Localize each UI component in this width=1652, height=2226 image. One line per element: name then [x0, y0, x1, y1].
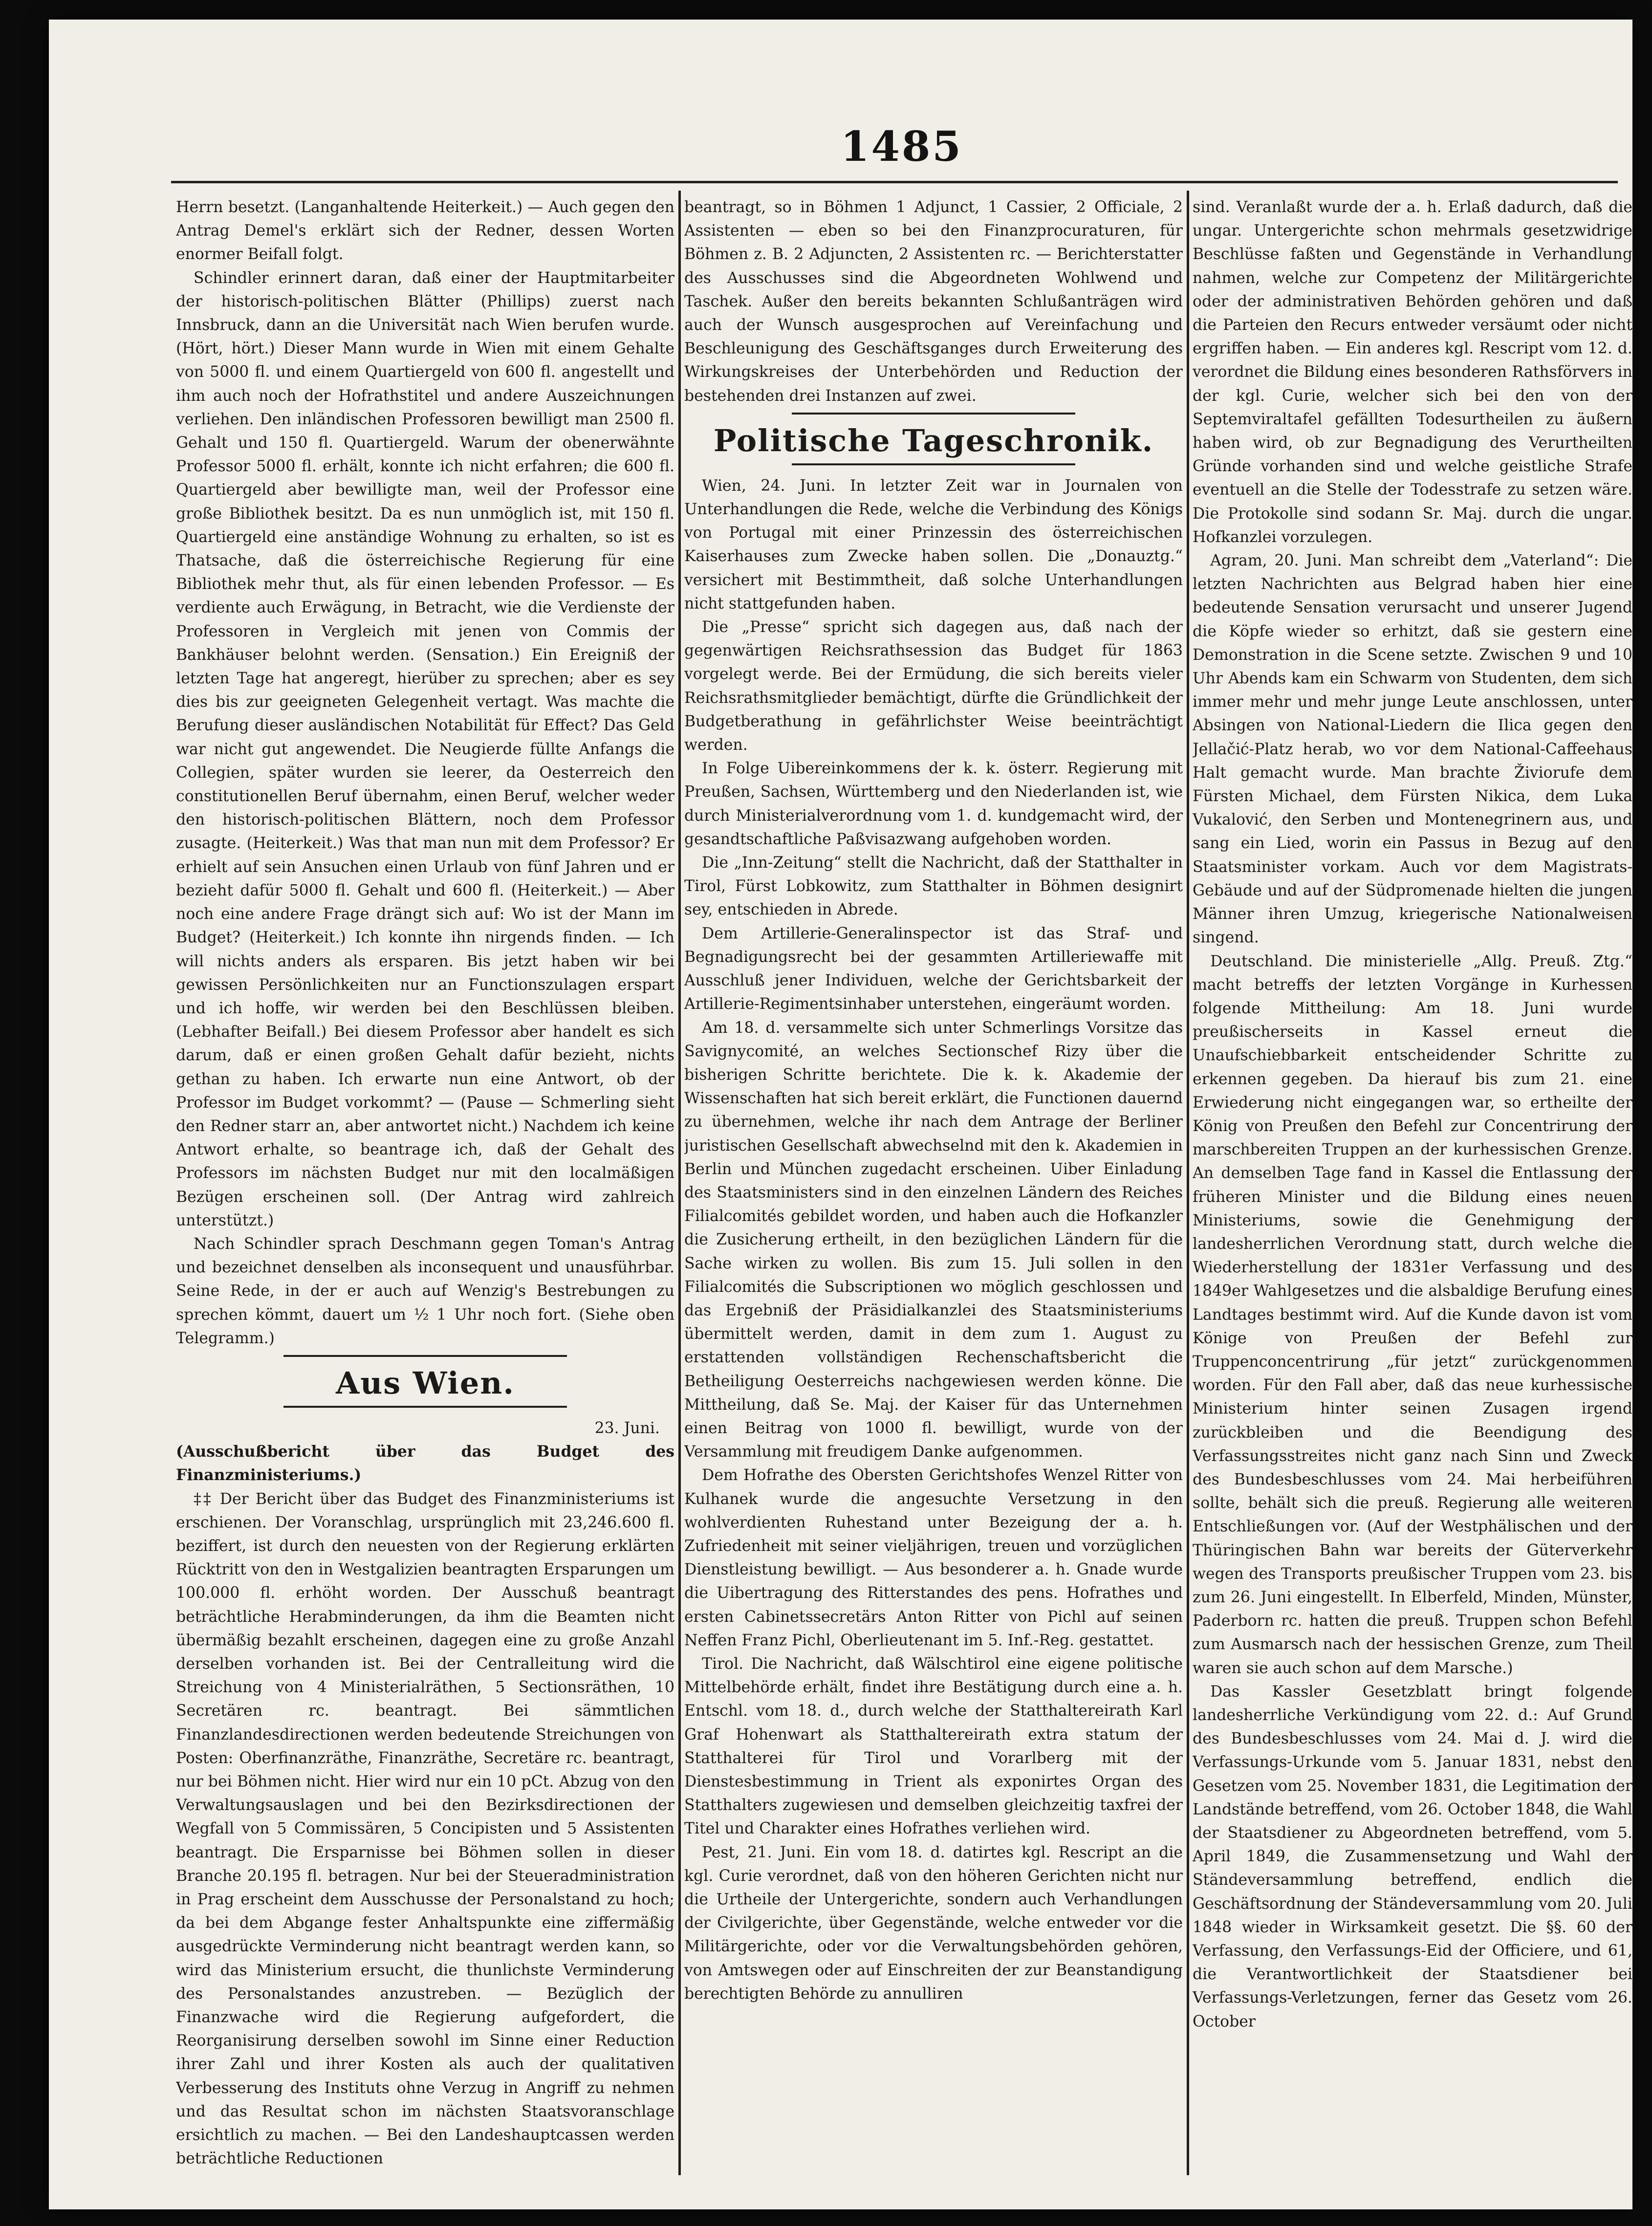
article-paragraph: Herrn besetzt. (Langanhaltende Heiterkeit.) — Auch gegen den Antrag Demel's erklärt sich der Redner, dessen Worten enormer Beifall folgt. [176, 198, 674, 263]
article-subheading: (Ausschußbericht über das Budget des Finanzministeriums.) [176, 1442, 674, 1484]
article-paragraph: Schindler erinnert daran, daß einer der Hauptmitarbeiter der historisch-politischen Blätter (Phillips) zuerst nach Innsbruck, dann an die Universität nach Wien berufen wurde. (Hört, hört.) Dieser Mann wurde in Wien mit einem Gehalte von 5000 fl. und einem Quartiergeld von 600 fl. angestellt und ihm auch noch der Hofrathstitel und andere Auszeichnungen verliehen. Den inländischen Professoren bewilligt man 2500 fl. Gehalt und 150 fl. Quartiergeld. Warum der obenerwähnte Professor 5000 fl. erhält, konnte ich nicht erfahren; die 600 fl. Quartiergeld aber bewilligte man, weil der Professor eine große Bibliothek besitzt. Da es nun unmöglich ist, mit 150 fl. Quartiergeld eine anständige Wohnung zu erhalten, so ist es Thatsache, daß die österreichische Regierung für eine Bibliothek mehr thut, als für einen lebenden Professor. — Es verdiente auch Erwägung, in Betracht, wie die Verdienste der Professoren in Vergleich mit jenen von Commis der Bankhäuser belohnt werden. (Sensation.) Ein Ereigniß der letzten Tage hat angeregt, hierüber zu sprechen; aber es sey dies bis zur geeigneten Gelegenheit vertagt. Was machte die Berufung dieser ausländischen Notabilität für Effect? Das Geld war nicht gut angewendet. Die Neugierde füllte Anfangs die Collegien, später wurden sie leerer, da Oesterreich den constitutionellen Beruf übernahm, einen Beruf, welcher weder den historisch-politischen Blättern, noch dem Professor zusagte. (Heiterkeit.) Was that man nun mit dem Professor? Er erhielt auf sein Ansuchen einen Urlaub von fünf Jahren und er bezieht dafür 5000 fl. Gehalt und 600 fl. (Heiterkeit.) — Aber noch eine andere Frage drängt sich auf: Wo ist der Mann im Budget? (Heiterkeit.) Ich konnte ihn nirgends finden. — Ich will nichts anders als ersparen. Bis jetzt haben wir bei gewissen Persönlichkeiten nur an Functionszulagen erspart und ich hoffe, wir werden bei den Beschlüssen bleiben. (Lebhafter Beifall.) Bei diesem Professor aber handelt es sich darum, daß er einen großen Gehalt dafür bezieht, nichts gethan zu haben. Ich erwarte nun eine Antwort, ob der Professor im Budget vorkommt? — (Pause — Schmerling sieht den Redner starr an, aber antwortet nicht.) Nachdem ich keine Antwort erhalte, so beantrage ich, daß der Gehalt des Professors im nächsten Budget nur mit den localmäßigen Bezügen erscheinen soll. (Der Antrag wird zahlreich unterstützt.) [176, 269, 674, 1229]
column-3 [1193, 196, 1632, 2170]
section-rule [283, 1355, 567, 1357]
article-paragraph: sind. Veranlaßt wurde der a. h. Erlaß dadurch, daß die ungar. Untergerichte schon mehrmals gesetzwidrige Beschlüsse faßten und Gegenstände in Verhandlung nahmen, welche zur Competenz der Militärgerichte oder der administrativen Behörden gehören und daß die Parteien den Recurs entweder versäumt oder nicht ergriffen haben. — Ein anderes kgl. Rescript vom 12. d. verordnet die Bildung eines besonderen Rathsförvers in der kgl. Curie, welcher sich bei den von der Septemviraltafel gefällten Todesurtheilen zu äußern haben wird, ob zur Begnadigung des Verurtheilten Gründe vorhanden sind und welche geistliche Strafe eventuell an die Stelle der Todesstrafe zu setzen wäre. Die Protokolle sind sodann Sr. Maj. durch die ungar. Hofkanzlei vorzulegen. [1193, 198, 1632, 546]
article-paragraph: beantragt, so in Böhmen 1 Adjunct, 1 Cassier, 2 Officiale, 2 Assistenten — eben so bei den Finanzprocuraturen, für Böhmen z. B. 2 Adjuncten, 2 Assistenten rc. — Berichterstatter des Ausschusses sind die Abgeordneten Wohlwend und Taschek. Außer den bereits bekannten Schlußanträgen wird auch der Wunsch ausgesprochen auf Vereinfachung und Beschleunigung des Geschäftsganges durch Erweiterung des Wirkungskreises der Unterbehörden und Reduction der bestehenden drei Instanzen auf zwei. [684, 198, 1183, 405]
article-paragraph: Wien, 24. Juni. In letzter Zeit war in Journalen von Unterhandlungen die Rede, welche die Verbindung des Königs von Portugal mit einer Prinzessin des österreichischen Kaiserhauses zum Zwecke haben sollen. Die „Donauztg.“ versichert mit Bestimmtheit, daß solche Unterhandlungen nicht stattgefunden haben. [684, 477, 1183, 612]
dateline: 23. Juni. [594, 1419, 660, 1437]
column-1 [176, 196, 674, 2170]
article-paragraph: Tirol. Die Nachricht, daß Wälschtirol eine eigene politische Mittelbehörde erhält, findet ihre Bestätigung durch eine a. h. Entschl. vom 18. d., durch welche der Statthaltereirath Karl Graf Hohenwart als Statthaltereirath extra statum der Statthalterei für Tirol und Vorarlberg mit der Dienstesbestimmung in Trient als exponirtes Organ des Statthalters zugewiesen und demselben gleichzeitig taxfrei der Titel und Charakter eines Hofrathes verliehen wird. [684, 1655, 1183, 1838]
page-number: 1485 [841, 122, 963, 171]
section-rule [792, 463, 1075, 465]
article-paragraph: Die „Presse“ spricht sich dagegen aus, daß nach der gegenwärtigen Reichsrathsession das Budget für 1863 vorgelegt werde. Bei der Ermüdung, die sich bereits vieler Reichsrathsmitglieder bemächtigt, dürfte die Gründlichkeit der Budgetberathung in gefährlichster Weise beeinträchtigt werden. [684, 618, 1183, 754]
article-paragraph: Das Kassler Gesetzblatt bringt folgende landesherrliche Verkündigung vom 22. d.: Auf Grund des Bundesbeschlusses vom 24. Mai d. J. wird die Verfassungs-Urkunde vom 5. Januar 1831, nebst den Gesetzen vom 25. November 1831, die Legitimation der Landstände betreffend, vom 26. October 1848, die Wahl der Staatsdiener zu Abgeordneten betreffend, vom 5. April 1849, die Zusammensetzung und Wahl der Ständeversammlung betreffend, endlich die Geschäftsordnung der Ständeversammlung vom 20. Juli 1848 wieder in Wirksamkeit gesetzt. Die §§. 60 der Verfassung, den Verfassungs-Eid der Officiere, und 61, die Verantwortlichkeit der Staatsdiener bei Verfassungs-Verletzungen, ferner das Gesetz vom 26. October [1193, 1682, 1632, 2030]
article-paragraph: Agram, 20. Juni. Man schreibt dem „Vaterland“: Die letzten Nachrichten aus Belgrad haben hier eine bedeutende Sensation verursacht und unserer Jugend die Köpfe wieder so erhitzt, daß sie gestern eine Demonstration in die Scene setzte. Zwischen 9 und 10 Uhr Abends kam ein Schwarm von Studenten, dem sich immer mehr und mehr junge Leute anschlossen, unter Absingen von National-Liedern die Ilica gegen den Jellačić-Platz herab, wo vor dem National-Caffeehaus Halt gemacht wurde. Man brachte Živiorufe dem Fürsten Michael, dem Fürsten Nikica, dem Luka Vukalović, den Serben und Montenegrinern aus, und sang ein Lied, worin ein Passus in Bezug auf den Staatsminister vorkam. Auch vor dem Magistrats-Gebäude und auf der Südpromenade hielten die jungen Männer ihren Umzug, kriegerische Nationalweisen singend. [1193, 552, 1632, 947]
section-heading-aus-wien: Aus Wien. [336, 1365, 515, 1401]
article-paragraph: Nach Schindler sprach Deschmann gegen Toman's Antrag und bezeichnet denselben als inconsequent und unausführbar. Seine Rede, in der er auch auf Wenzig's Bestrebungen zu sprechen kömmt, dauert um ½ 1 Uhr noch fort. (Siehe oben Telegramm.) [176, 1235, 674, 1347]
article-paragraph: Dem Artillerie-Generalinspector ist das Straf- und Begnadigungsrecht bei der gesammten Artilleriewaffe mit Ausschluß jener Individuen, welche der Gerichtsbarkeit der Artillerie-Regimentsinhaber unterstehen, eingeräumt worden. [684, 924, 1183, 1013]
article-paragraph: Dem Hofrathe des Obersten Gerichtshofes Wenzel Ritter von Kulhanek wurde die angesuchte Versetzung in den wohlverdienten Ruhestand unter Bezeigung der a. h. Zufriedenheit mit seiner vieljährigen, treuen und vorzüglichen Dienstleistung bewilligt. — Aus besonderer a. h. Gnade wurde die Uibertragung des Ritterstandes des pens. Hofrathes und ersten Cabinetssecretärs Anton Ritter von Pichl auf seinen Neffen Franz Pichl, Oberlieutenant im 5. Inf.-Reg. gestattet. [684, 1466, 1183, 1649]
article-paragraph: Am 18. d. versammelte sich unter Schmerlings Vorsitze das Savignycomité, an welches Sectionschef Rizy über die bisherigen Schritte berichtete. Die k. k. Akademie der Wissenschaften hat sich bereit erklärt, die Functionen dauernd zu übernehmen, welche ihr nach dem Antrage der Berliner juristischen Gesellschaft abwechselnd mit den k. Akademien in Berlin und München zugedacht erscheinen. Uiber Einladung des Staatsministers sind in den einzelnen Ländern des Reiches Filialcomités gebildet worden, und haben auch die Hofkanzler die Zusicherung ertheilt, in den bezüglichen Ländern für die Sache wirken zu wollen. Bis zum 15. Juli sollen in den Filialcomités die Subscriptionen wo möglich geschlossen und das Ergebniß der Präsidialkanzlei des Staatsministeriums übermittelt werden, damit in dem zum 1. August zu erstattenden vollständigen Rechenschaftsbericht die Betheiligung Oesterreichs nachgewiesen werden könne. Die Mittheilung, daß Se. Maj. der Kaiser für das Unternehmen einen Beitrag von 1000 fl. bewilligt, wurde von der Versammlung mit freudigem Danke aufgenommen. [684, 1019, 1183, 1461]
newspaper-page [49, 20, 1632, 2209]
article-paragraph: Pest, 21. Juni. Ein vom 18. d. datirtes kgl. Rescript an die kgl. Curie verordnet, daß von den höheren Gerichten nicht nur die Urtheile der Untergerichte, sondern auch Verhandlungen der Civilgerichte, über Gegenstände, welche entweder vor die Militärgerichte, oder vor die Verwaltungsbehörden gehören, von Amtswegen oder auf Einschreiten der zur Beanstandigung berechtigten Behörde zu annulliren [684, 1843, 1183, 2003]
article-paragraph: In Folge Uibereinkommens der k. k. österr. Regierung mit Preußen, Sachsen, Württemberg und den Niederlanden ist, wie durch Ministerialverordnung vom 1. d. kundgemacht wird, der gesandtschaftliche Paßvisazwang aufgehoben worden. [684, 760, 1183, 848]
column-2 [684, 196, 1183, 2170]
article-paragraph: ‡‡ Der Bericht über das Budget des Finanzministeriums ist erschienen. Der Voranschlag, ursprünglich mit 23,246.600 fl. beziffert, ist durch den neuesten von der Regierung erklärten Rücktritt von den in Westgalizien beantragten Ersparungen um 100.000 fl. erhöht worden. Der Ausschuß beantragt beträchtliche Herabminderungen, da ihm die Beamten nicht übermäßig bezahlt erscheinen, dagegen eine zu große Anzahl derselben vorhanden ist. Bei der Centralleitung wird die Streichung von 4 Ministerialräthen, 5 Sectionsräthen, 10 Secretären rc. beantragt. Bei sämmtlichen Finanzlandesdirectionen werden bedeutende Streichungen von Posten: Oberfinanzräthe, Finanzräthe, Secretäre rc. beantragt, nur bei Böhmen nicht. Hier wird nur ein 10 pCt. Abzug von den Verwaltungsauslagen und bei den Bezirksdirectionen der Wegfall von 5 Commissären, 5 Concipisten und 5 Assistenten beantragt. Die Ersparnisse bei Böhmen sollen in dieser Branche 20.195 fl. betragen. Nur bei der Steueradministration in Prag erscheint dem Ausschusse der Personalstand zu hoch; da bei dem Abgange fester Anhaltspunkte eine ziffermäßig ausgedrückte Verminderung nicht beantragt werden kann, so wird das Ministerium ersucht, die thunlichste Verminderung des Personalstandes anzustreben. — Bezüglich der Finanzwache wird die Regierung aufgefordert, die Reorganisirung derselben sowohl im Sinne einer Reduction ihrer Zahl und ihrer Kosten als auch der qualitativen Verbesserung des Instituts ohne Verzug in Angriff zu nehmen und das Resultat schon im nächsten Staatsvoranschlage ersichtlich zu machen. — Bei den Landeshauptcassen werden beträchtliche Reductionen [176, 1490, 674, 2168]
column-divider [1187, 191, 1189, 2175]
header-rule [171, 181, 1618, 183]
column-divider [678, 191, 681, 2175]
article-paragraph: Deutschland. Die ministerielle „Allg. Preuß. Ztg.“ macht betreffs der letzten Vorgänge in Kurhessen folgende Mittheilung: Am 18. Juni wurde preußischerseits in Kassel erneut die Unaufschiebbarkeit entscheidender Schritte zu erkennen gegeben. Da hierauf bis zum 21. eine Erwiederung nicht eingegangen war, so ertheilte der König von Preußen den Befehl zur Concentrirung der marschbereiten Truppen an der kurhessischen Grenze. An demselben Tage fand in Kassel die Entlassung der früheren Minister und die Bildung eines neuen Ministeriums, sowie die Genehmigung der landesherrlichen Verordnung statt, durch welche die Wiederherstellung der 1831er Verfassung und des 1849er Wahlgesetzes und die alsbaldige Berufung eines Landtages bestimmt wird. Auf die Kunde davon ist vom Könige von Preußen der Befehl zur Truppenconcentrirung „für jetzt“ zurückgenommen worden. Für den Fall aber, daß das neue kurhessische Ministerium hinter seinen Zusagen irgend zurückbleiben und die Beendigung des Verfassungsstreites nicht ganz nach Sinn und Zweck des Bundesbeschlusses vom 24. Mai herbeiführen sollte, behält sich die preuß. Regierung alle weiteren Entschließungen vor. (Auf der Westphälischen und der Thüringischen Bahn war bereits der Güterverkehr wegen des Transports preußischer Truppen vom 23. bis zum 26. Juni eingestellt. In Elberfeld, Minden, Münster, Paderborn rc. hatten die preuß. Truppen schon Befehl zum Ausmarsch nach der hessischen Grenze, zum Theil waren sie auch schon auf dem Marsche.) [1193, 952, 1632, 1677]
section-rule [283, 1406, 567, 1408]
section-rule [792, 413, 1075, 415]
article-paragraph: Die „Inn-Zeitung“ stellt die Nachricht, daß der Statthalter in Tirol, Fürst Lobkowitz, zum Statthalter in Böhmen designirt sey, entschieden in Abrede. [684, 854, 1183, 919]
section-heading-politische-tageschronik: Politische Tageschronik. [713, 422, 1154, 458]
